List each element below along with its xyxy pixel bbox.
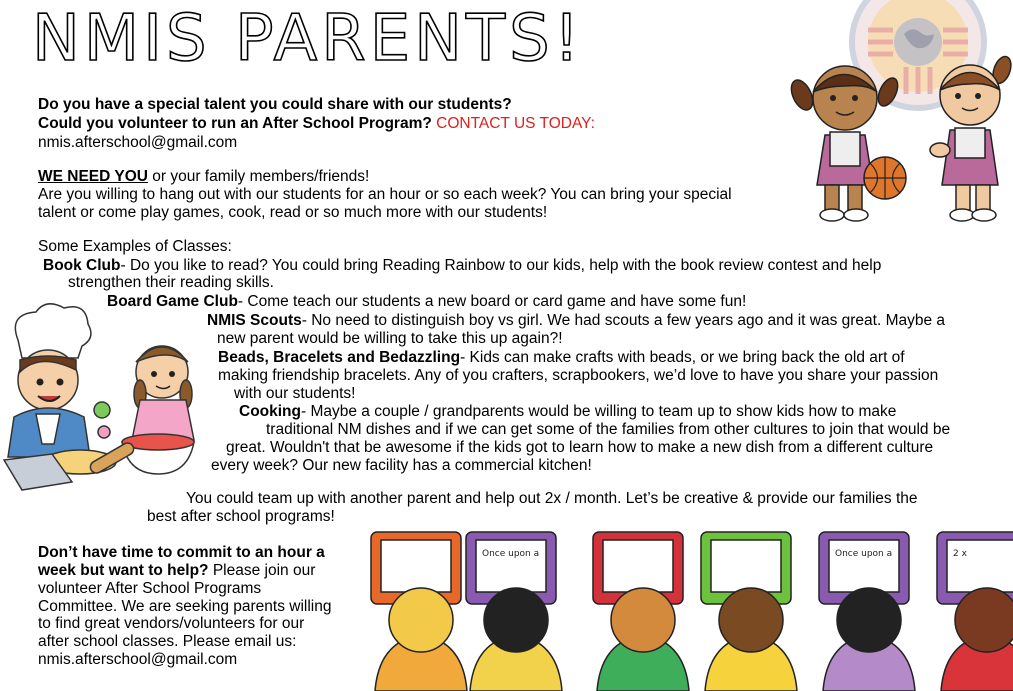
class-nmis-scouts (207, 312, 945, 330)
team-up-line-1: You could team up with another parent and help out 2x / month. Let’s be creative & provide our families the (186, 490, 918, 507)
class-desc-cont: with our students! (234, 385, 356, 402)
commit-question-line-1: Don’t have time to commit to an hour a (38, 544, 325, 561)
need-paragraph-line-1: Are you willing to hang out with our students for an hour or so each week? You can bring your special (38, 186, 732, 203)
class-name: NMIS Scouts (207, 312, 302, 329)
intro-email-link[interactable]: nmis.afterschool@gmail.com (38, 134, 238, 151)
class-name: Beads, Bracelets and Bedazzling (218, 349, 461, 366)
screen-text: Once upon a (835, 549, 893, 559)
class-name: Board Game Club (107, 293, 238, 310)
team-up-line-2: best after school programs! (147, 508, 335, 525)
class-book-club (43, 257, 881, 275)
class-desc-cont: every week? Our new facility has a commercial kitchen! (211, 457, 592, 474)
class-desc: - Do you like to read? You could bring Reading Rainbow to our kids, help with the book review contest and help (120, 257, 882, 274)
class-desc-cont: new parent would be willing to take this up again?! (217, 330, 563, 347)
intro-volunteer-line (38, 115, 595, 133)
computer-kids-illustration (367, 524, 1013, 691)
kid-at-computer (466, 532, 562, 691)
class-desc-cont: great. Wouldn't that be awesome if the kids got to learn how to make a new dish from a different culture (226, 439, 934, 456)
contact-us-callout: CONTACT US TODAY: (436, 115, 595, 132)
commit-line-4: Committee. We are seeking parents willing (38, 598, 332, 615)
commit-line-6: after school classes. Please email us: (38, 633, 297, 650)
commit-question-rest: Please join our (208, 562, 316, 579)
kid-at-computer (937, 532, 1013, 691)
we-need-you-heading: WE NEED YOU (38, 168, 148, 185)
kid-at-computer (371, 532, 467, 691)
screen-text: Once upon a (482, 549, 540, 559)
kid-at-computer (819, 532, 915, 691)
basketball-kids-illustration (790, 40, 1012, 230)
class-desc: - Kids can make crafts with beads, or we bring back the old art of (460, 349, 905, 366)
cooking-kids-illustration (0, 302, 222, 498)
need-paragraph-line-2: talent or come play games, cook, read or so much more with our students! (38, 204, 548, 221)
examples-heading: Some Examples of Classes: (38, 238, 232, 255)
kid-at-computer (701, 532, 797, 691)
need-heading-line (38, 168, 369, 186)
kid-at-computer (593, 532, 689, 691)
class-board-game-club (107, 293, 746, 311)
commit-line-3: volunteer After School Programs (38, 580, 262, 597)
class-desc-cont: making friendship bracelets. Any of you crafters, scrapbookers, we’d love to have you share your passion (218, 367, 939, 384)
commit-line-5: to find great vendors/volunteers for our (38, 615, 305, 632)
commit-question-line-2 (38, 562, 315, 580)
page-title: NMIS PARENTS! (32, 2, 584, 76)
screen-text: 2 x (953, 549, 967, 559)
class-name: Cooking (239, 403, 301, 420)
class-desc: - No need to distinguish boy vs girl. We had scouts a few years ago and it was great. Maybe a (301, 312, 946, 329)
class-cooking (239, 403, 896, 421)
class-desc: - Maybe a couple / grandparents would be willing to team up to show kids how to make (301, 403, 897, 420)
intro-question-talent: Do you have a special talent you could share with our students? (38, 96, 512, 113)
need-heading-rest: or your family members/friends! (147, 168, 370, 185)
class-name: Book Club (43, 257, 121, 274)
class-desc: - Come teach our students a new board or card game and have some fun! (237, 293, 747, 310)
commit-email-link[interactable]: nmis.afterschool@gmail.com (38, 651, 238, 668)
class-desc-cont: traditional NM dishes and if we can get some of the families from other cultures to join that would be (266, 421, 951, 438)
class-desc-cont: strengthen their reading skills. (68, 274, 274, 291)
commit-question-bold: week but want to help? (38, 562, 209, 579)
class-beads-bracelets (218, 349, 905, 367)
intro-question-volunteer: Could you volunteer to run an After School Program? (38, 115, 432, 132)
